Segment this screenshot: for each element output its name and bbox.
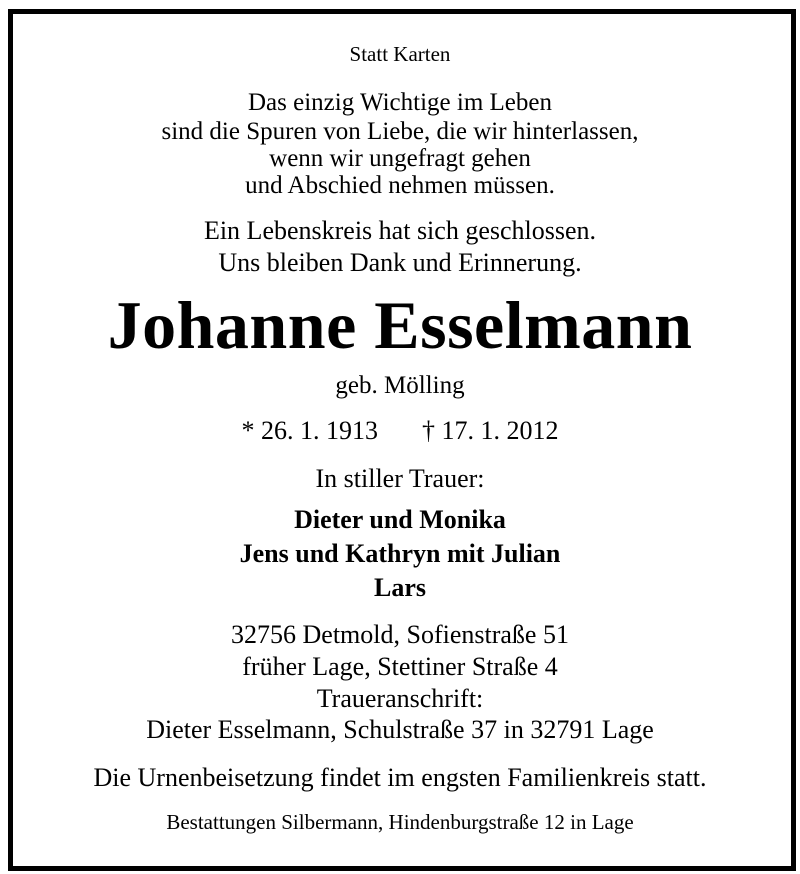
birth-date: * 26. 1. 1913: [241, 416, 378, 445]
poem-line: und Abschied nehmen müssen.: [245, 172, 555, 199]
mourner-line: Jens und Kathryn mit Julian: [239, 539, 561, 568]
address-line: Traueranschrift:: [316, 684, 484, 713]
verse-line: Uns bleiben Dank und Erinnerung.: [218, 248, 582, 277]
death-date: † 17. 1. 2012: [422, 416, 559, 445]
life-dates: [0, 418, 800, 444]
address-line: früher Lage, Stettiner Straße 4: [242, 652, 558, 681]
notice-heading: Statt Karten: [349, 42, 451, 66]
address-line: Dieter Esselmann, Schulstraße 37 in 32791 Lage: [146, 715, 654, 744]
burial-note: Die Urnenbeisetzung findet im engsten Familienkreis statt.: [93, 763, 707, 792]
verse-line: Ein Lebenskreis hat sich geschlossen.: [203, 216, 597, 245]
poem-line: wenn wir ungefragt gehen: [269, 145, 531, 172]
undertaker-line: Bestattungen Silbermann, Hindenburgstraße 12 in Lage: [166, 810, 634, 834]
mourner-line: Dieter und Monika: [294, 505, 506, 534]
deceased-name: Johanne Esselmann: [107, 287, 693, 363]
poem-line: sind die Spuren von Liebe, die wir hinterlassen,: [161, 118, 639, 145]
mourning-intro: In stiller Trauer:: [315, 464, 485, 493]
mourner-line: Lars: [374, 573, 426, 602]
address-line: 32756 Detmold, Sofienstraße 51: [231, 620, 569, 649]
poem-line: Das einzig Wichtige im Leben: [248, 89, 552, 116]
maiden-name: geb. Mölling: [335, 372, 465, 399]
